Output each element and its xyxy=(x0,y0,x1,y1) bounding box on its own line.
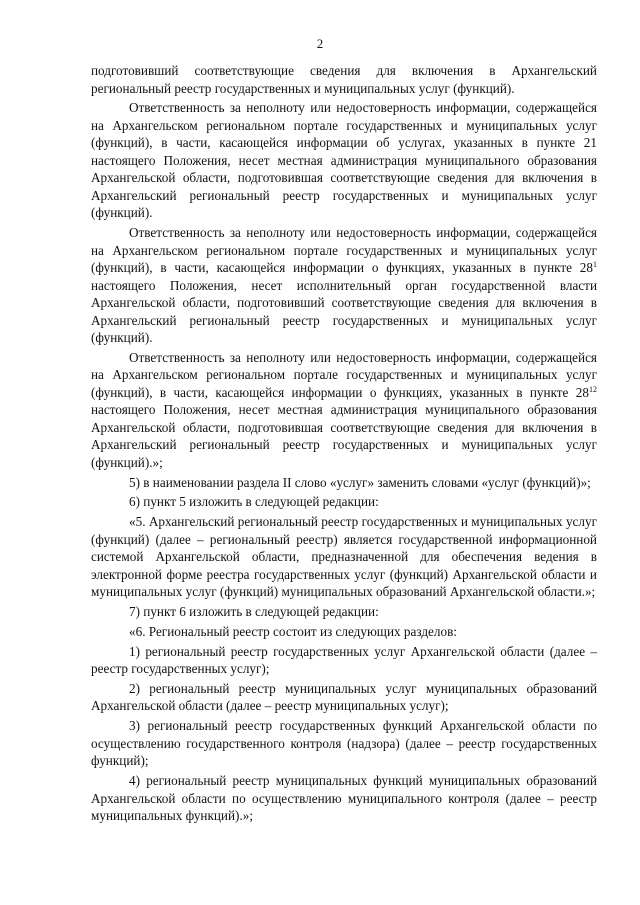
document-paragraph xyxy=(91,62,597,97)
document-paragraph xyxy=(91,349,597,472)
document-paragraph xyxy=(91,99,597,222)
document-paragraph xyxy=(91,224,597,347)
footnote-superscript: 1 xyxy=(593,260,597,270)
document-paragraph xyxy=(91,493,597,511)
paragraph-text: Ответственность за неполноту или недостоверность информации, содержащейся на Архангельском региональном портале государственных и муниципальных услуг (функций), в части, касающейся информации о функциях, указанных в пункте 28 xyxy=(91,349,597,400)
paragraph-text-tail: настоящего Положения, несет местная администрация муниципального образования Архангельской области, подготовившая соответствующие сведения для включения в Архангельский региональный реестр государственных и муниципальных услуг (функций).»; xyxy=(91,402,597,470)
paragraph-text: «5. Архангельский региональный реестр государственных и муниципальных услуг (функций) (далее – региональный реестр) является государственной информационной системой Архангельской области, предназначенной для обеспечения ведения в электронной форме реестра государственных услуг (функций) Архангельской области и муниципальных услуг (функций) муниципальных образований Архангельской области.»; xyxy=(91,514,597,600)
paragraph-text-tail: настоящего Положения, несет исполнительный орган государственной власти Архангельской области, подготовивший соответствующие сведения для включения в Архангельский региональный реестр государственных и муниципальных услуг (функций). xyxy=(91,277,597,346)
document-paragraph xyxy=(91,513,597,601)
paragraph-text: 1) региональный реестр государственных услуг Архангельской области (далее – реестр государственных услуг); xyxy=(91,643,597,677)
paragraph-text: «6. Региональный реестр состоит из следующих разделов: xyxy=(129,623,457,639)
document-paragraph xyxy=(91,717,597,770)
paragraph-text: 6) пункт 5 изложить в следующей редакции: xyxy=(129,494,379,510)
document-paragraph xyxy=(91,643,597,678)
page-number: 2 xyxy=(316,36,324,51)
paragraph-text: 2) региональный реестр муниципальных услуг муниципальных образований Архангельской области (далее – реестр муниципальных услуг); xyxy=(91,680,597,714)
paragraph-text: 5) в наименовании раздела II слово «услуг» заменить словами «услуг (функций)»; xyxy=(129,474,591,490)
document-paragraph xyxy=(91,603,597,621)
document-body xyxy=(91,62,597,827)
paragraph-text: Ответственность за неполноту или недостоверность информации, содержащейся на Архангельском региональном портале государственных и муниципальных услуг (функций), в части, касающейся информации об услугах, указанных в пункте 21 настоящего Положения, несет местная администрация муниципального образования Архангельской области, подготовившая соответствующие сведения для включения в Архангельский региональный реестр государственных и муниципальных услуг (функций). xyxy=(91,100,597,221)
paragraph-text: 7) пункт 6 изложить в следующей редакции: xyxy=(129,604,379,620)
document-paragraph xyxy=(91,680,597,715)
document-paragraph xyxy=(91,474,597,492)
paragraph-text: 3) региональный реестр государственных функций Архангельской области по осуществлению государственного контроля (надзора) (далее – реестр государственных функций); xyxy=(91,718,597,769)
document-paragraph xyxy=(91,623,597,641)
footnote-superscript: 12 xyxy=(589,384,597,394)
paragraph-text: подготовивший соответствующие сведения для включения в Архангельский региональный реестр государственных и муниципальных услуг (функций). xyxy=(91,63,597,96)
document-paragraph xyxy=(91,772,597,825)
paragraph-text: 4) региональный реестр муниципальных функций муниципальных образований Архангельской области по осуществлению муниципального контроля (далее – реестр муниципальных функций).»; xyxy=(91,773,597,824)
paragraph-text: Ответственность за неполноту или недостоверность информации, содержащейся на Архангельском региональном портале государственных и муниципальных услуг (функций), в части, касающейся информации о функциях, указанных в пункте 28 xyxy=(91,225,597,276)
